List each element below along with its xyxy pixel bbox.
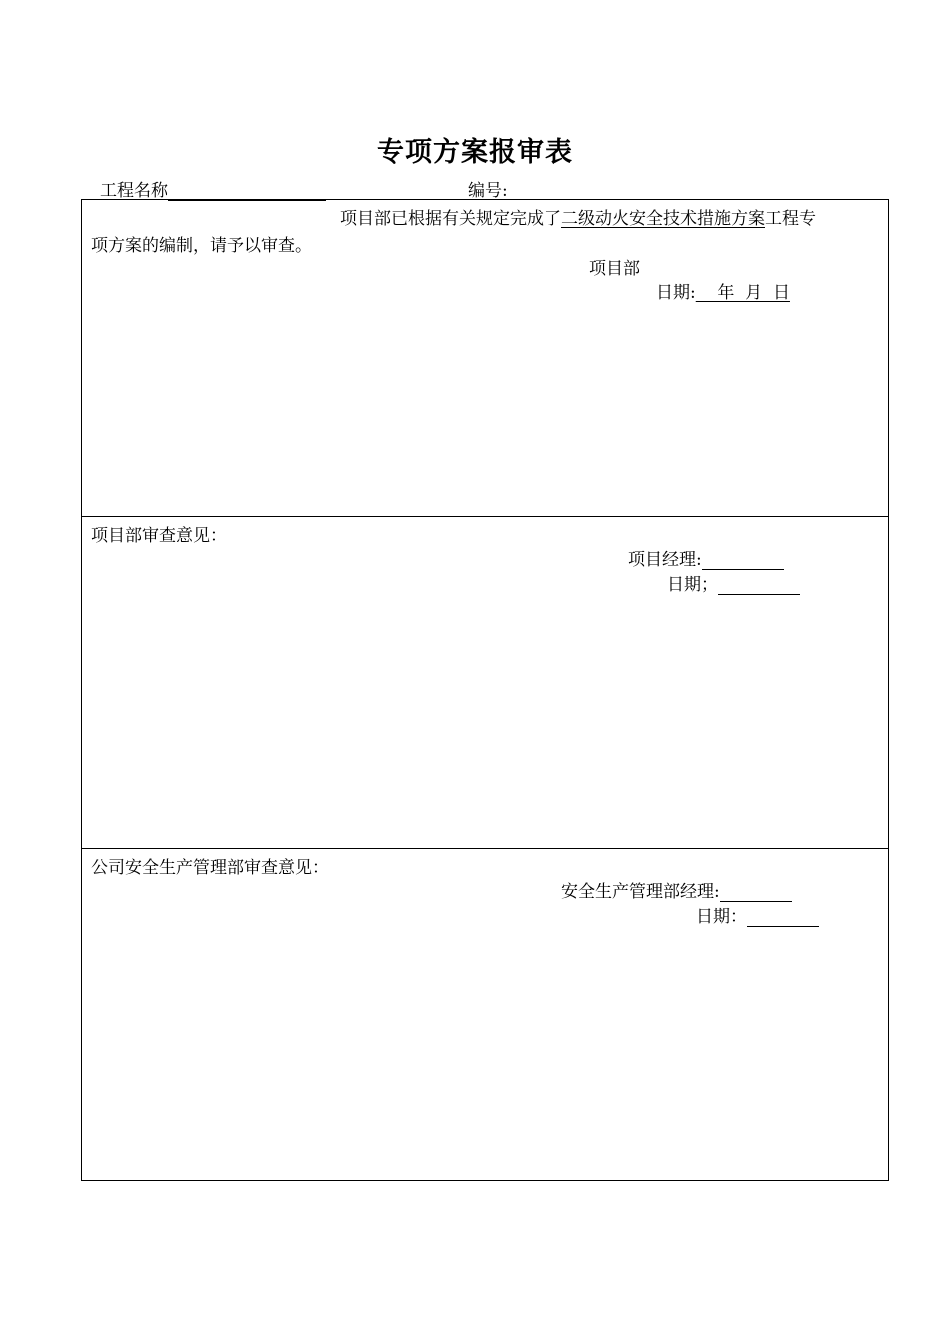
safety-review-date-row	[696, 902, 819, 927]
project-review-date-field[interactable]	[718, 576, 800, 595]
safety-manager-field[interactable]	[720, 883, 792, 902]
section-safety-review	[82, 849, 888, 1180]
plan-name: 二级动火安全技术措施方案	[561, 209, 765, 229]
safety-review-date-label: 日期：	[696, 907, 747, 927]
project-manager-row	[628, 545, 784, 570]
submission-line-1	[340, 204, 816, 229]
project-review-date-label: 日期；	[667, 575, 718, 595]
project-review-heading: 项目部审查意见：	[91, 526, 227, 546]
code-label: 编号:	[468, 181, 508, 201]
project-manager-label: 项目经理:	[628, 550, 702, 570]
submission-date-label: 日期:	[656, 283, 696, 303]
project-dept-label: 项目部	[589, 259, 640, 279]
submission-suffix: 工程专	[765, 209, 816, 229]
section-project-review	[82, 517, 888, 849]
submission-line-2: 项方案的编制，请予以审查。	[91, 236, 312, 256]
submission-date-value[interactable]: 年 月 日	[695, 283, 790, 303]
project-name-label: 工程名称	[100, 181, 168, 201]
safety-review-date-field[interactable]	[747, 908, 819, 927]
section-submission	[82, 200, 888, 517]
page-title: 专项方案报审表	[377, 137, 573, 168]
submission-date	[656, 278, 790, 303]
approval-form	[81, 199, 889, 1181]
safety-review-heading: 公司安全生产管理部审查意见：	[91, 858, 329, 878]
project-name-row	[100, 176, 326, 201]
submission-prefix: 项目部已根据有关规定完成了	[340, 209, 561, 229]
project-review-date-row	[667, 570, 800, 595]
safety-manager-row	[561, 877, 792, 902]
project-manager-field[interactable]	[702, 551, 784, 570]
safety-manager-label: 安全生产管理部经理:	[561, 882, 720, 902]
